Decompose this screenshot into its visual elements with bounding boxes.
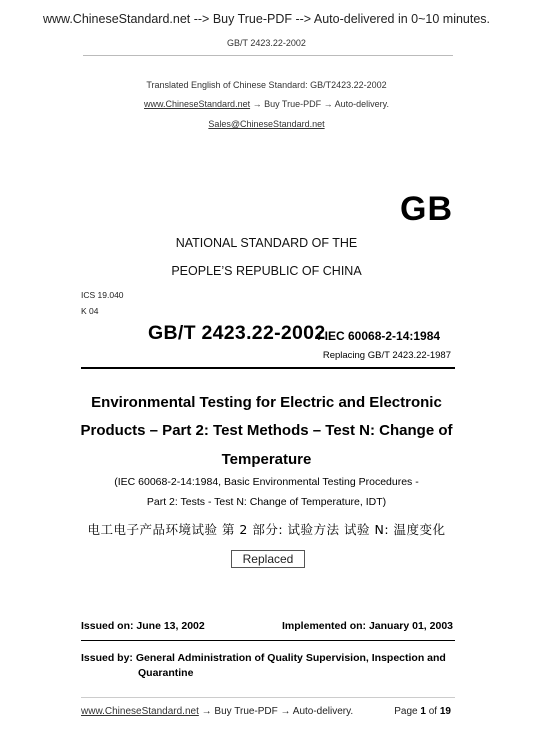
top-banner: www.ChineseStandard.net --> Buy True-PDF --> Auto-delivered in 0~10 minutes. xyxy=(42,12,491,26)
chinese-title: 电工电子产品环境试验 第 2 部分: 试验方法 试验 N: 温度变化 xyxy=(87,522,446,537)
national-standard-line2: PEOPLE’S REPUBLIC OF CHINA xyxy=(171,264,362,278)
subtitle-line2: Part 2: Tests - Test N: Change of Temperature, IDT) xyxy=(146,496,387,508)
implemented-on-date: Implemented on: January 01, 2003 xyxy=(282,620,453,632)
title-line3: Temperature xyxy=(221,451,312,468)
standard-number: GB/T 2423.22-2002 xyxy=(148,322,326,344)
replacing-note: Replacing GB/T 2423.22-1987 xyxy=(322,350,451,361)
header-divider xyxy=(83,55,453,56)
issued-by-line1: Issued by: General Administration of Quality Supervision, Inspection and xyxy=(81,652,446,664)
page-current: 1 xyxy=(420,706,426,717)
page-label: Page xyxy=(394,706,418,717)
sales-email-row xyxy=(0,119,533,129)
subtitle-line1: (IEC 60068-2-14:1984, Basic Environmental Testing Procedures - xyxy=(114,476,419,488)
k-code: K 04 xyxy=(81,306,99,316)
issued-on-date: Issued on: June 13, 2002 xyxy=(81,620,205,632)
footer-divider xyxy=(81,697,455,698)
title-line1: Environmental Testing for Electric and Electronic xyxy=(91,394,442,411)
footer-site-link[interactable]: www.ChineseStandard.net xyxy=(81,706,199,717)
dates-divider xyxy=(81,640,455,641)
site-link[interactable]: www.ChineseStandard.net xyxy=(144,99,251,109)
status-badge: Replaced xyxy=(231,550,305,568)
title-divider xyxy=(81,367,455,369)
national-standard-line1: NATIONAL STANDARD OF THE xyxy=(175,236,358,250)
header-doc-code: GB/T 2423.22-2002 xyxy=(227,38,306,48)
ics-code: ICS 19.040 xyxy=(81,290,124,300)
title-line2: Products – Part 2: Test Methods – Test N: Change of xyxy=(80,422,453,439)
gb-logo: GB xyxy=(400,190,453,228)
page-of: of xyxy=(428,706,438,717)
page-indicator xyxy=(394,706,451,717)
footer-links xyxy=(81,706,353,717)
iec-equivalent: / IEC 60068-2-14:1984 xyxy=(318,329,441,343)
translation-links xyxy=(0,99,533,109)
translation-note: Translated English of Chinese Standard: GB/T2423.22-2002 xyxy=(146,80,387,90)
issued-by-line2: Quarantine xyxy=(138,667,194,679)
buy-text: → Buy True-PDF → Auto-delivery. xyxy=(250,99,389,109)
footer-buy-text: → Buy True-PDF → Auto-delivery. xyxy=(198,706,354,717)
sales-email-link[interactable]: Sales@ChineseStandard.net xyxy=(208,119,325,129)
page-total: 19 xyxy=(439,706,451,717)
